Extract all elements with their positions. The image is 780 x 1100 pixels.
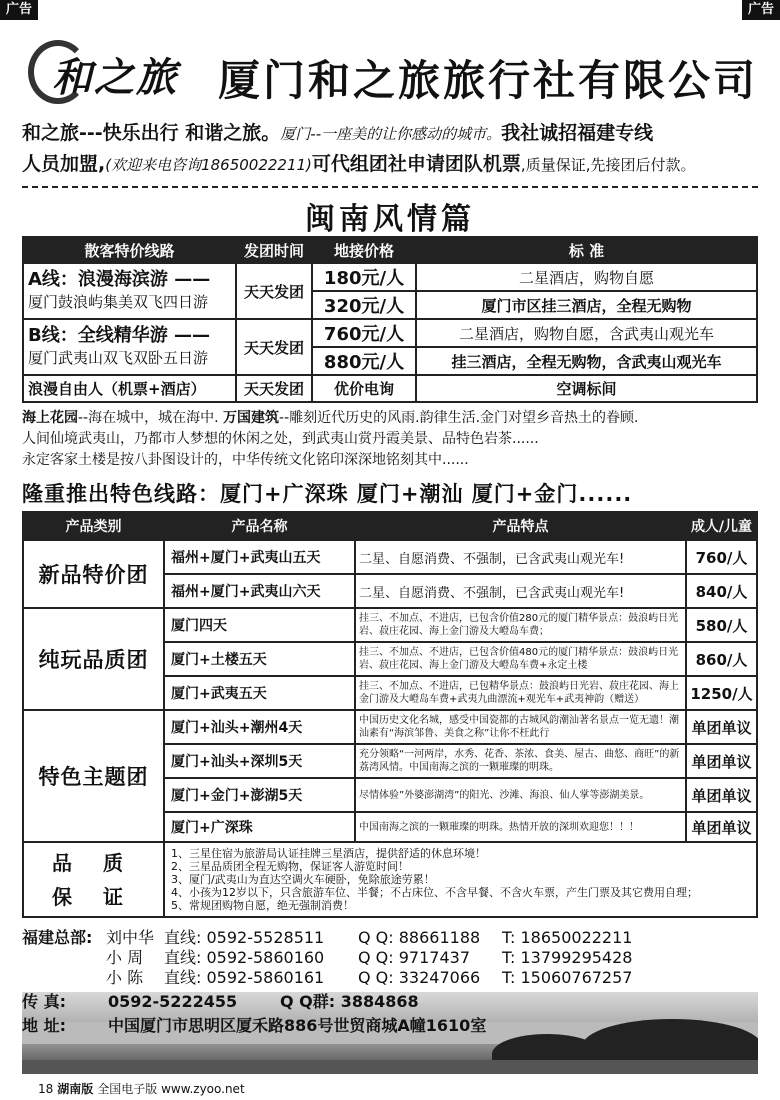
intro-paragraph: 海上花园--海在城中，城在海中. 万国建筑--雕刻近代历史的风雨.韵律生活.金门对望乡音热土的眷顾. 人间仙境武夷山，乃都市人梦想的休闲之处，到武夷山赏丹霞美景、品特色岩茶...... 永定客家土楼是按八卦图设计的，中华传统文化铭印深深地铭刻其中......	[22, 410, 639, 468]
promo-headline: 隆重推出特色线路：厦门+广深珠 厦门+潮汕 厦门+金门......	[22, 482, 633, 506]
intro: 和之旅---快乐出行 和谐之旅。厦门--一座美的让你感动的城市。我社诚招福建专线 人员加盟,(欢迎来电咨询18650022211)可代组团社申请团队机票,质量保证,先接团后付款。	[22, 118, 758, 180]
contact-list: 福建总部: 刘中华 直线: 0592-5528511 Q Q: 88661188 T: 18650022211 小 周 直线: 0592-5860160 Q Q: 9717437 T: 13799295428 小 陈 直线: 0592-5860161 Q Q: 33247066 T: 15060767257	[22, 928, 633, 987]
guarantee-notes: 1、三星住宿为旅游局认证挂牌三星酒店，提供舒适的休息环境！ 2、三星品质团全程无购物，保证客人游览时间！ 3、厦门/武夷山为直达空调火车硬卧，免除旅途劳累！ 4、小孩为12岁以下，只含旅游车位、半餐；不占床位、不含早餐、不含火车票，产生门票及其它费用自理； 5、常规团购物自愿，绝无强制消费！	[164, 842, 757, 917]
ad-label-right: 广告	[742, 0, 780, 20]
route-b: B线：全线精华游 —— 厦门武夷山双飞双卧五日游	[23, 319, 236, 375]
section-title: 闽南风情篇	[305, 202, 475, 237]
ad-page	[22, 22, 758, 1074]
quality-guarantee: 品 质 保 证	[23, 842, 164, 917]
address-block: 传 真: 0592-5222455 Q Q群: 3884868 地 址: 中国厦门市思明区厦禾路886号世贸商城A幢1610室	[22, 992, 487, 1035]
company-name: 厦门和之旅旅行社有限公司	[218, 56, 759, 105]
route-table: 散客特价线路 发团时间 地接价格 标 准 A线：浪漫海滨游 —— 厦门鼓浪屿集美双飞四日游 天天发团 180元/人 二星酒店，购物自愿 320元/人 厦门市区挂三酒店，全程无购物 B线：全线精华游 —— 厦门武夷山双飞双卧五日游 天天发团 760元/人 二星酒店，购物自愿，含武夷山观光车 880元/人 挂三酒店，全程无购物，含武夷山观光车 浪漫自由人（机票+酒店） 天天发团 优价电询 空调标间	[22, 236, 758, 403]
product-table: 产品类别 产品名称 产品特点 成人/儿童 新品特价团 福州+厦门+武夷山五天 二星、自愿消费、不强制，已含武夷山观光车! 760/人 福州+厦门+武夷山六天 二星、自愿消费、不强制，已含武夷山观光车! 840/人 纯玩品质团 厦门四天 挂三、不加点、不进店，已包含价值280元的厦门精华景点：鼓浪屿日光岩、菽庄花园、海上金门游及大嶝岛车费； 580/人 厦门+土楼五天 挂三、不加点、不进店，已包含价值480元的厦门精华景点：鼓浪屿日光岩、菽庄花园、海上金门游及大嶝岛车费+永定土楼 860/人 厦门+武夷五天 挂三、不加点、不进店，已包精华景点：鼓浪屿日光岩、菽庄花园、海上金门游及大嶝岛车费+武夷九曲漂流+观光车+武夷神韵（赠送） 1250/人 特色主题团 厦门+汕头+潮州4天 中国历史文化名城，感受中国瓷都的古城风韵潮汕著名景点一览无遗！潮汕素有“海滨邹鲁、美食之称”让你不枉此行 单团单议 厦门+汕头+深圳5天 充分领略“一河两岸，水秀、花香、茶浓、食美、屋古、曲悠、商旺”的新荔湾风情。中国南海之滨的一颗璀璨的明珠。 单团单议 厦门+金门+澎湖5天 尽情体验”外婆澎湖湾”的阳光、沙滩、海浪、仙人掌等澎湖美景。 单团单议 厦门+广深珠 中国南海之滨的一颗璀璨的明珠。热情开放的深圳欢迎您！！！ 单团单议 品 质 保 证 1、三星住宿为旅游局认证挂牌三星酒店，提供舒适的休息环境！ 2、三星品质团全程无购物，保证客人游览时间！ 3、厦门/武夷山为直达空调火车硬卧，免除旅途劳累！ 4、小孩为12岁以下，只含旅游车位、半餐；不占床位、不含早餐、不含火车票，产生门票及其它费用自理； 5、常规团购物自愿，绝无强制消费！	[22, 511, 758, 918]
ad-label-left: 广告	[0, 0, 38, 20]
route-a: A线：浪漫海滨游 —— 厦门鼓浪屿集美双飞四日游	[23, 263, 236, 319]
page-footer: 18 湖南版 全国电子版 www.zyoo.net	[38, 1082, 245, 1096]
header	[22, 34, 758, 114]
route-c: 浪漫自由人（机票+酒店）	[23, 375, 236, 402]
company-logo: 和之旅	[24, 36, 214, 108]
